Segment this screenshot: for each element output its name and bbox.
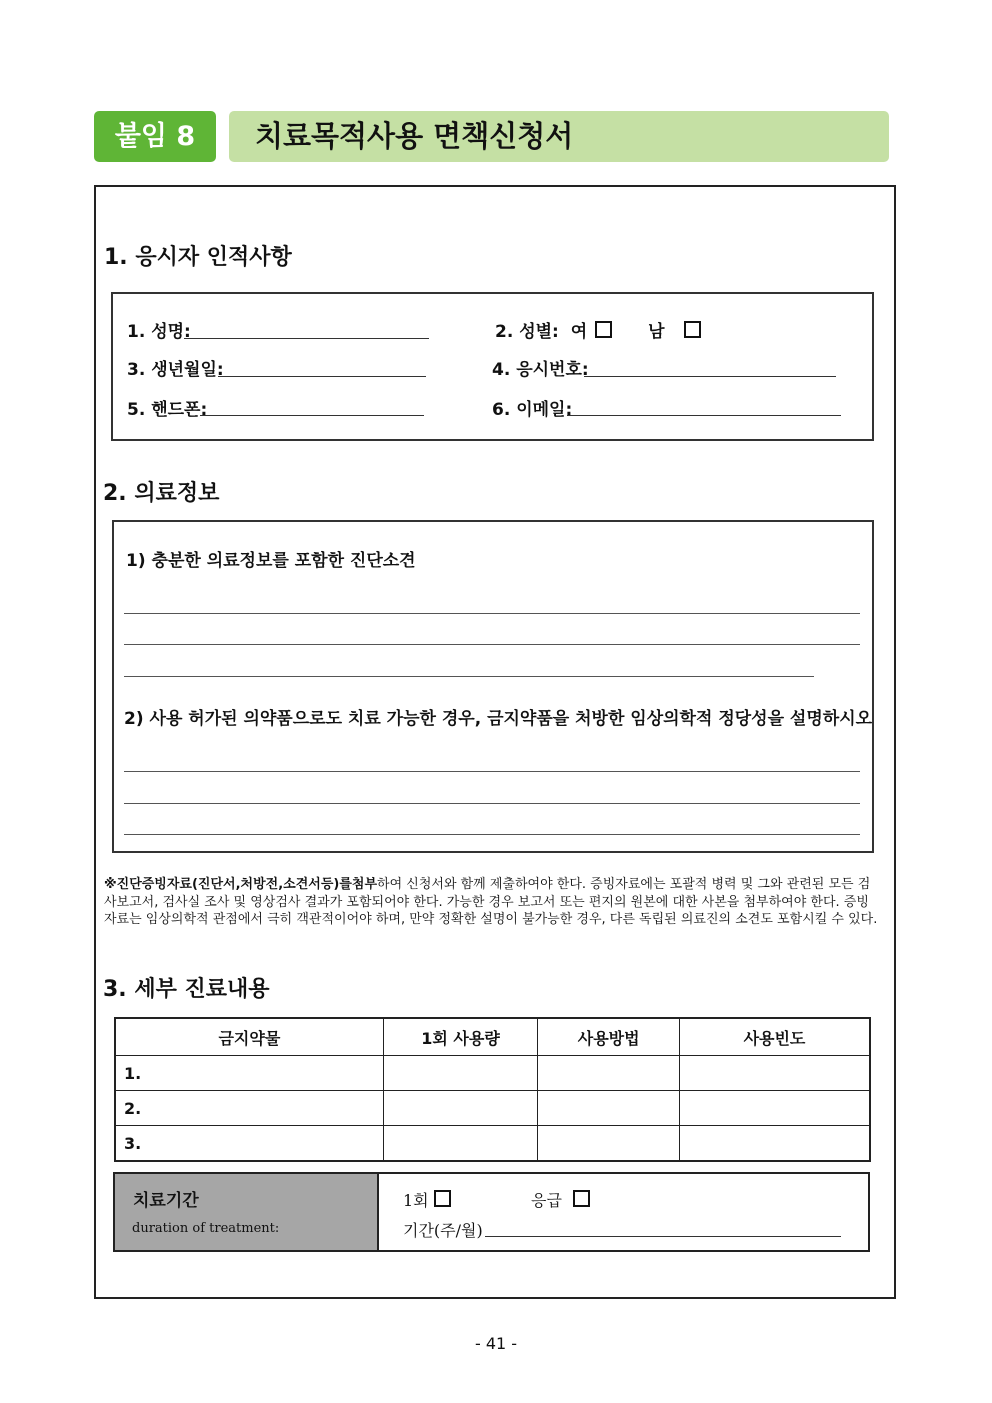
row-number[interactable]: 1. (115, 1056, 383, 1091)
diagnosis-line-1[interactable] (124, 613, 860, 614)
table-cell[interactable] (538, 1056, 680, 1091)
title-bar (229, 111, 889, 162)
emergency-checkbox[interactable] (573, 1190, 590, 1207)
column-header: 금지약물 (115, 1018, 383, 1056)
period-label: 기간(주/월) (403, 1221, 483, 1240)
female-checkbox[interactable] (595, 321, 612, 338)
justification-question: 2) 사용 허가된 의약품으로도 치료 가능한 경우, 금지약품을 처방한 임상의학적 정당성을 설명하시오 (124, 709, 873, 729)
dob-field[interactable] (218, 376, 426, 377)
duration-label-en: duration of treatment: (132, 1221, 280, 1236)
table-cell[interactable] (383, 1056, 538, 1091)
note-bold: ※진단증빙자료(진단서,처방전,소견서등)를첨부 (104, 877, 378, 892)
phone-label: 5. 핸드폰: (127, 400, 208, 420)
male-checkbox[interactable] (684, 321, 701, 338)
page-title: 치료목적사용 면책신청서 (255, 119, 574, 153)
note-text: 하여 신청서와 함께 제출하여야 한다. 증빙자료에는 포괄적 병력 및 그와 관련된 모든 검사보고서, 검사실 조사 및 영상검사 결과가 포함되어야 한다. 가능한 경우 보고서 또는 편지의 원본에 대한 사본을 첨부하여야 한다. 증빙자료는 임상의학적 관점에서 극히 객관적이어야 하며, 만약 정확한 설명이 불가능한 경우, 다른 독립된 의료진의 소견도 포함시킬 수 있다. (104, 877, 878, 927)
period-field[interactable] (485, 1236, 841, 1237)
diagnosis-line-3[interactable] (124, 676, 814, 677)
once-checkbox[interactable] (434, 1190, 451, 1207)
section2-heading: 2. 의료정보 (103, 481, 220, 506)
once-label: 1회 (403, 1191, 429, 1210)
column-header: 사용방법 (538, 1018, 680, 1056)
table-cell[interactable] (383, 1091, 538, 1126)
name-field[interactable] (184, 338, 429, 339)
exam-number-label: 4. 응시번호: (492, 360, 589, 380)
treatment-details-table (114, 1017, 871, 1162)
email-field[interactable] (567, 415, 841, 416)
diagnosis-line-2[interactable] (124, 644, 860, 645)
dob-label: 3. 생년월일: (127, 360, 224, 380)
row-number[interactable]: 3. (115, 1126, 383, 1162)
section3-heading: 3. 세부 진료내용 (103, 977, 270, 1002)
duration-label: 치료기간 (133, 1191, 199, 1211)
supporting-documents-note (104, 876, 878, 929)
table-cell[interactable] (383, 1126, 538, 1162)
gender-label-text: 2. 성별: (495, 322, 559, 342)
phone-field[interactable] (200, 415, 424, 416)
justification-line-2[interactable] (124, 803, 860, 804)
female-label: 여 (570, 322, 588, 342)
row-number[interactable]: 2. (115, 1091, 383, 1126)
emergency-label: 응급 (531, 1191, 562, 1210)
emergency-option (531, 1188, 590, 1211)
male-label: 남 (648, 322, 665, 342)
table-cell[interactable] (538, 1126, 680, 1162)
gender-label (495, 317, 701, 342)
diagnosis-question: 1) 충분한 의료정보를 포함한 진단소견 (126, 551, 416, 571)
table-header-row (115, 1018, 870, 1056)
name-label: 1. 성명: (127, 322, 191, 342)
table-row (115, 1056, 870, 1091)
email-label: 6. 이메일: (492, 400, 573, 420)
exam-number-field[interactable] (584, 376, 836, 377)
column-header: 사용빈도 (679, 1018, 870, 1056)
table-row (115, 1091, 870, 1126)
section1-heading: 1. 응시자 인적사항 (104, 245, 292, 270)
table-row (115, 1126, 870, 1162)
table-cell[interactable] (679, 1091, 870, 1126)
table-cell[interactable] (538, 1091, 680, 1126)
duration-label-cell (115, 1174, 379, 1250)
column-header: 1회 사용량 (383, 1018, 538, 1056)
table-cell[interactable] (679, 1056, 870, 1091)
page-number: - 41 - (474, 1334, 518, 1353)
treatment-duration-box (113, 1172, 870, 1252)
justification-line-3[interactable] (124, 834, 860, 835)
once-option (403, 1188, 451, 1211)
table-cell[interactable] (679, 1126, 870, 1162)
attachment-tag: 붙임 8 (94, 111, 216, 162)
justification-line-1[interactable] (124, 771, 860, 772)
